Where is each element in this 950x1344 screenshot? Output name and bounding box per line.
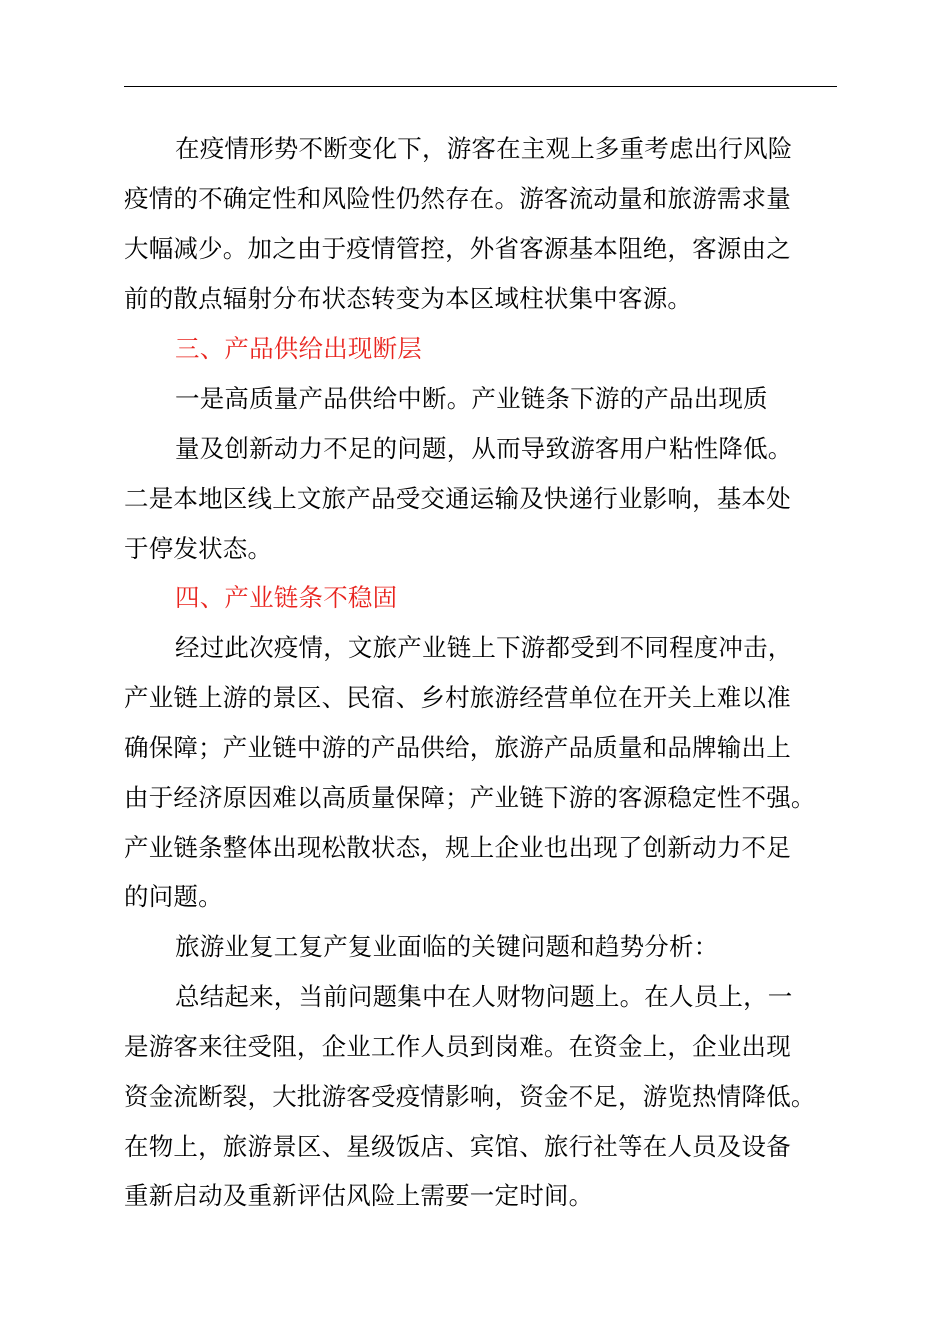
paragraph-line: 在疫情形势不断变化下，游客在主观上多重考虑出行风险: [175, 134, 793, 163]
section-heading-4: 四、产业链条不稳固: [175, 583, 398, 612]
paragraph-line: 资金流断裂，大批游客受疫情影响，资金不足，游览热情降低。: [124, 1082, 816, 1111]
paragraph-line: 的问题。: [124, 882, 223, 911]
paragraph-line: 产业链上游的景区、民宿、乡村旅游经营单位在开关上难以准: [124, 683, 791, 712]
paragraph-line: 量及创新动力不足的问题，从而导致游客用户粘性降低。: [175, 434, 793, 463]
paragraph-line: 在物上，旅游景区、星级饭店、宾馆、旅行社等在人员及设备: [124, 1132, 791, 1161]
paragraph-line: 经过此次疫情，文旅产业链上下游都受到不同程度冲击，: [175, 633, 793, 662]
paragraph-line: 大幅减少。加之由于疫情管控，外省客源基本阻绝，客源由之: [124, 234, 791, 263]
paragraph-line: 旅游业复工复产复业面临的关键问题和趋势分析：: [175, 932, 719, 961]
paragraph-line: 前的散点辐射分布状态转变为本区域柱状集中客源。: [124, 284, 693, 313]
paragraph-line: 疫情的不确定性和风险性仍然存在。游客流动量和旅游需求量: [124, 184, 791, 213]
header-rule: [124, 86, 837, 87]
section-heading-3: 三、产品供给出现断层: [175, 334, 422, 363]
paragraph-line: 总结起来，当前问题集中在人财物问题上。在人员上，一: [175, 982, 793, 1011]
paragraph-line: 二是本地区线上文旅产品受交通运输及快递行业影响，基本处: [124, 484, 791, 513]
paragraph-line: 产业链条整体出现松散状态，规上企业也出现了创新动力不足: [124, 833, 791, 862]
paragraph-line: 一是高质量产品供给中断。产业链条下游的产品出现质: [175, 384, 768, 413]
paragraph-line: 重新启动及重新评估风险上需要一定时间。: [124, 1181, 594, 1210]
paragraph-line: 确保障；产业链中游的产品供给，旅游产品质量和品牌输出上: [124, 733, 791, 762]
paragraph-line: 由于经济原因难以高质量保障；产业链下游的客源稳定性不强。: [124, 783, 816, 812]
paragraph-line: 于停发状态。: [124, 534, 273, 563]
paragraph-line: 是游客来往受阻，企业工作人员到岗难。在资金上，企业出现: [124, 1032, 791, 1061]
